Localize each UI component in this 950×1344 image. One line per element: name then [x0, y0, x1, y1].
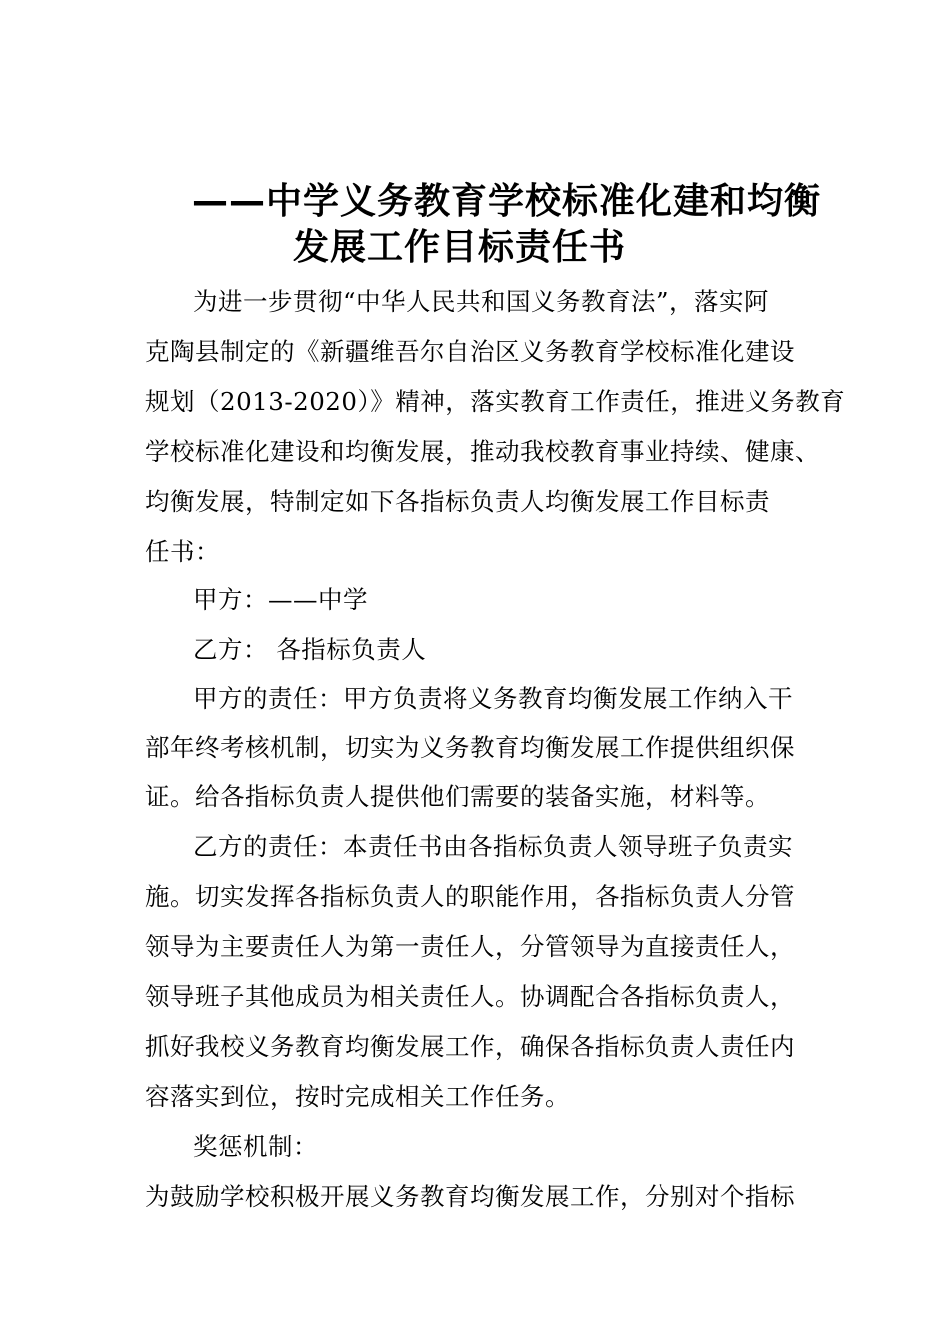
intro-paragraph-line: 学校标准化建设和均衡发展，推动我校教育事业持续、健康、	[145, 437, 820, 466]
party-b-duty-line: 领导为主要责任人为第一责任人，分管领导为直接责任人，	[145, 932, 795, 961]
intro-paragraph-line: 为进一步贯彻“中华人民共和国义务教育法”，落实阿	[193, 287, 770, 316]
party-b-duty-line: 领导班子其他成员为相关责任人。协调配合各指标负责人，	[145, 982, 795, 1011]
party-b-duty-line: 施。切实发挥各指标负责人的职能作用，各指标负责人分管	[145, 882, 795, 911]
intro-paragraph-line: 任书：	[145, 537, 220, 566]
party-b-duty-line: 抓好我校义务教育均衡发展工作，确保各指标负责人责任内	[145, 1032, 795, 1061]
document-title-line-1: ——中学义务教育学校标准化建和均衡	[192, 181, 822, 222]
document-title-line-2: 发展工作目标责任书	[293, 227, 627, 268]
reward-heading: 奖惩机制：	[193, 1132, 318, 1161]
party-b-duty-line: 容落实到位，按时完成相关工作任务。	[145, 1082, 570, 1111]
party-a-duty-line: 甲方的责任：甲方负责将义务教育均衡发展工作纳入干	[193, 684, 793, 713]
reward-paragraph-line: 为鼓励学校积极开展义务教育均衡发展工作，分别对个指标	[145, 1182, 795, 1211]
party-b-duty-line: 乙方的责任：本责任书由各指标负责人领导班子负责实	[193, 832, 793, 861]
party-a-duty-line: 部年终考核机制，切实为义务教育均衡发展工作提供组织保	[145, 733, 795, 762]
intro-paragraph-line: 克陶县制定的《新疆维吾尔自治区义务教育学校标准化建设	[145, 337, 795, 366]
party-b-line: 乙方： 各指标负责人	[193, 635, 427, 664]
party-a-duty-line: 证。给各指标负责人提供他们需要的装备实施，材料等。	[145, 782, 770, 811]
intro-paragraph-line: 均衡发展，特制定如下各指标负责人均衡发展工作目标责	[145, 487, 770, 516]
intro-paragraph-line: 规划（2013-2020）》精神，落实教育工作责任，推进义务教育	[145, 387, 846, 416]
party-a-line: 甲方：——中学	[193, 585, 368, 614]
